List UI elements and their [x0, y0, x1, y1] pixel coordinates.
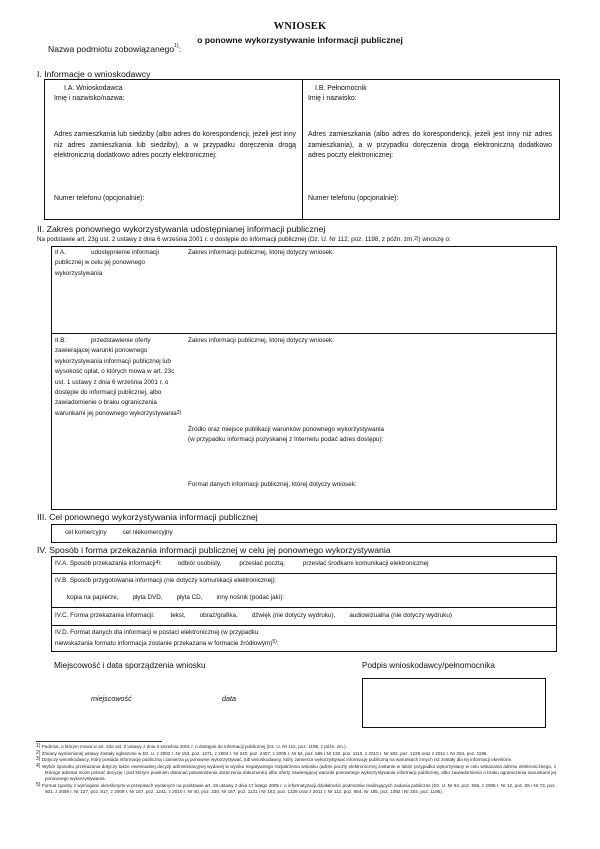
option-dvd[interactable]: płyta DVD, — [132, 594, 163, 601]
option-sound[interactable]: dźwięk (nie dotyczy wydruku), — [251, 612, 336, 619]
footnote-divider — [36, 741, 162, 742]
section-1-heading: I. Informacje o wnioskodawcy — [37, 69, 151, 79]
section-3-heading: III. Cel ponownego wykorzystywania informacji publicznej — [37, 512, 258, 522]
scope-label: Zakres informacji publicznej, której dotyczy wniosek: — [188, 337, 334, 344]
option-label-rest: zawierającej warunki ponownego wykorzystywania informacji publicznej lub wysokość opłat, o których mowa w art. 23c ust. 1 ustawy z dnia 6 września 2001 r. o dostępie do informacji publicznej, albo zawiadomienie o braku ograniczenia warunkami jej ponownego wykorzystywania — [55, 347, 177, 417]
data-format-label: IV.D. Format danych dla informacji w postaci elektronicznej (w przypadku — [55, 629, 259, 636]
place-field[interactable]: miejscowość — [91, 694, 132, 703]
transfer-form-row — [51, 607, 557, 626]
delivery-method-label: IV.A. Sposób przekazania informacji$^{4)}$: — [55, 560, 162, 567]
scope-label: Zakres informacji publicznej, której dotyczy wniosek: — [188, 249, 334, 256]
format-label: Format danych informacji publicznej, której dotyczy wniosek: — [188, 481, 357, 488]
applicant-title: I.A. Wnioskodawca — [64, 85, 123, 92]
footnote-item: $^{1)}$ Podmiot, o którym mowa w art. 23a ust. 2 ustawy z dnia 6 września 2001 r. o dostępie do informacji publicznej (Dz. U. Nr 112, poz. 1198, z późn. zm.). — [36, 743, 347, 749]
applicant-address-label: Adres zamieszkania lub siedziby (albo adres do korespondencji, jeżeli jest inny niż adres zamieszkania lub siedziby), a w przypadku doręczenia drogą elektroniczną dodatkowo adres poczty elektronicznej: — [54, 131, 296, 160]
footnote-item: $^{4)}$ Wybór sposobu przekazania dotyczy także ewentualnej decyzji administracyjnej wydanej w wyniku negatywnego rozpatrzenia wniosku (adres poczty elektronicznej zostanie w takim przypadku wykorzystany w celu wskazania adresu elektronicznego, z którego adresat może pobrać decyzję i pod którym powinien dokonać potwierdzenia doręczenia dokumentu) albo oferty zawierającej warunki ponownego wykorzystywania informacji publicznej, albo zawiadomienia o braku ograniczenia warunkami jej ponownego wykorzystywania. — [36, 762, 556, 781]
proxy-name-label: Imię i nazwisko: — [308, 95, 357, 102]
legal-basis: Na podstawie art. 23g ust. 2 ustawy z dnia 6 września 2001 r. o dostępie do informacji publicznej (Dz. U. Nr 112, poz. 1198, z późn. zm. — [37, 236, 415, 243]
footnotes — [36, 744, 556, 795]
option-paper-copy[interactable]: kopia na papierze, — [67, 594, 119, 601]
footnote-ref: 2) — [414, 236, 419, 242]
proxy-address-label: Adres zamieszkania (albo adres do korespondencji, jeżeli jest inny niż adres zamieszkania), a w przypadku doręczenia drogą elektroniczną dodatkowo adres poczty elektronicznej: — [308, 131, 552, 160]
option-personal-pickup[interactable]: odbiór osobisty, — [177, 560, 222, 567]
option-audiovisual[interactable]: audiowizualna (nie dotyczy wydruku) — [349, 612, 452, 619]
option-label-rest: publicznej w celu jej ponownego wykorzystywania — [55, 259, 145, 277]
option-cd[interactable]: płyta CD, — [176, 594, 203, 601]
date-field[interactable]: data — [222, 694, 236, 703]
option-reuse-access[interactable] — [55, 248, 179, 279]
scope-row-b — [52, 334, 556, 509]
signature-box[interactable] — [362, 678, 546, 728]
entity-name-field[interactable] — [48, 44, 181, 54]
source-label: Źródło oraz miejsce publikacji warunków ponownego wykorzystywania — [188, 426, 384, 433]
proxy-cell[interactable] — [303, 80, 559, 219]
scope-row-a — [52, 247, 556, 334]
option-label: przedstawienie oferty — [91, 337, 151, 344]
transfer-form-label: IV.C. Forma przekazania informacji: — [55, 612, 155, 619]
delivery-method-row — [51, 556, 557, 574]
option-code: II A. — [55, 249, 66, 256]
section-2-heading: II. Zakres ponownego wykorzystywania udostępnianej informacji publicznej — [37, 224, 326, 234]
purpose-box — [51, 524, 557, 543]
option-electronic[interactable]: przesłać środkami komunikacji elektronicznej — [302, 560, 429, 567]
option-offer-request[interactable] — [55, 336, 183, 419]
proxy-phone-label: Numer telefonu (opcjonalnie): — [308, 195, 399, 202]
form-title: WNIOSEK — [273, 21, 327, 32]
scope-field-a[interactable] — [188, 248, 548, 330]
legal-basis-text — [37, 235, 451, 245]
format-field[interactable] — [188, 480, 548, 506]
footnote-item: $^{5)}$ Format zgodny z wymogami określonymi w przepisach wydanych na podstawie art. 18 ustawy z dnia 17 lutego 2005 r. o informatyzacji działalności podmiotów realizujących zadania publiczne (Dz. U. Nr 64, poz. 565, z 2006 r. Nr 12, poz. 65 i Nr 73, poz. 501, z 2008 r. Nr 127, poz. 817, z 2009 r. Nr 157, poz. 1241, z 2010 r. Nr 40, poz. 230, Nr 167, poz. 1131 i Nr 182, poz. 1228 oraz z 2011 r. Nr 112, poz. 654, Nr 185, poz. 1092 i Nr 204, poz. 1195). — [36, 781, 556, 794]
section-4-heading: IV. Sposób i forma przekazania informacji publicznej w celu jej ponownego wykorzystywania — [37, 545, 391, 555]
scope-table — [51, 246, 557, 510]
footnote-item: $^{2)}$ Zmiany wymienionej ustawy zostały ogłoszone w Dz. U. z 2002 r. Nr 153, poz. 1271, z 2004 r. Nr 240, poz. 2407, z 2005 r. Nr 64, poz. 565 i Nr 132, poz. 1110, z 2010 r. Nr 182, poz. 1228 oraz z 2011 r. Nr 204, poz. 1195. — [36, 749, 488, 756]
applicant-info-table — [44, 79, 560, 220]
preparation-method-label: IV.B. Sposób przygotowania informacji (nie dotyczy komunikacji elektronicznej): — [55, 577, 277, 584]
data-format-label-2: niewskazania formatu informacja zostanie przekazana w formacie źródłowym) — [55, 640, 273, 647]
source-label-hint: (w przypadku informacji pozyskanej z Internetu podać adres dostępu): — [188, 436, 384, 444]
source-field[interactable] — [188, 425, 548, 475]
option-image[interactable]: obraz/grafika, — [199, 612, 238, 619]
entity-name-label: Nazwa podmiotu zobowiązanego — [48, 44, 175, 54]
applicant-name-label: Imię i nazwisko/nazwa: — [54, 95, 125, 102]
form-subtitle: o ponowne wykorzystywanie informacji publicznej — [197, 35, 403, 45]
footnote-ref: 1) — [174, 43, 179, 49]
legal-basis-suffix: ) wnoszę o: — [418, 236, 451, 243]
option-noncommercial[interactable]: cel niekomercyjny — [122, 529, 173, 536]
scope-field-b[interactable] — [188, 336, 548, 406]
place-date-label: Miejscowość i data sporządzenia wniosku — [54, 661, 206, 670]
proxy-title: I.B. Pełnomocnik — [315, 85, 367, 92]
option-other-medium[interactable]: inny nośnik (podać jaki): — [216, 594, 285, 601]
option-post[interactable]: przesłać pocztą, — [239, 560, 285, 567]
data-format-row[interactable]: IV.D. Format danych dla informacji w postaci elektronicznej (w przypadku niewskazania formatu informacja zostanie przekazana w formacie źródłowym)$^{5)}$: — [51, 625, 557, 652]
footnote-ref: 5) — [272, 639, 277, 645]
applicant-phone-label: Numer telefonu (opcjonalnie): — [54, 195, 145, 202]
applicant-cell[interactable] — [45, 80, 303, 219]
footnote-item: $^{3)}$ Dotyczy wnioskodawcy, który posiada informację publiczną i zamierza ją ponownie wykorzystywać, lub wnioskodawcy, który zamierza wykorzystywać informację publiczną na warunkach innych niż zostały dla tej informacji określone. — [36, 756, 513, 763]
option-text[interactable]: tekst, — [170, 612, 186, 619]
option-commercial[interactable]: cel komercyjny — [65, 529, 107, 536]
entity-colon: : — [178, 44, 181, 54]
option-label: udostępnienie informacji — [91, 249, 159, 256]
preparation-method-row — [51, 573, 557, 608]
signature-label: Podpis wnioskodawcy/pełnomocnika — [362, 661, 495, 670]
option-code: II.B. — [55, 337, 67, 344]
footnote-ref: 3) — [176, 409, 182, 416]
